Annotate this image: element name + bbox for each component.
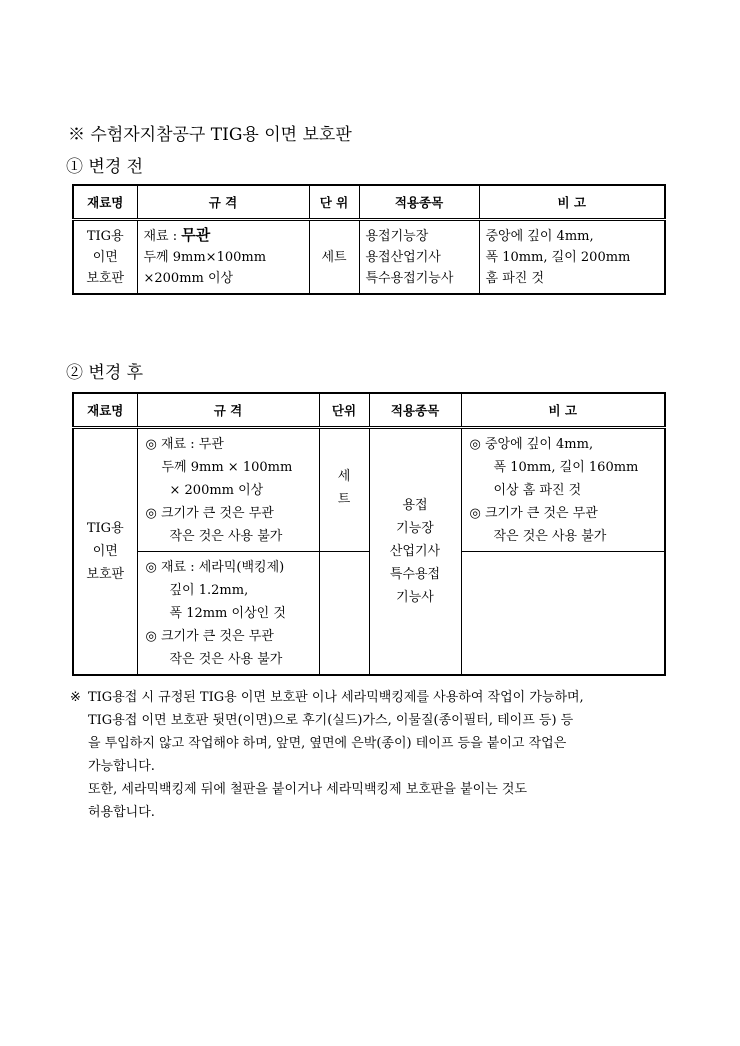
table-row bbox=[73, 428, 665, 552]
item-line: 특수용접기능사 bbox=[365, 270, 454, 286]
header-remarks: 비 고 bbox=[479, 185, 665, 220]
unit-cell: 세트 bbox=[309, 220, 359, 295]
after-table bbox=[72, 392, 666, 676]
spec-line: ◎ 재료 : 무관 bbox=[145, 437, 224, 452]
spec-line: ◎ 재료 : 세라믹(백킹제) bbox=[145, 560, 285, 575]
header-unit: 단 위 bbox=[309, 185, 359, 220]
note-line: 을 투입하지 않고 작업해야 하며, 앞면, 옆면에 은박(종이) 테이프 등을 붙이고 작업은 bbox=[88, 736, 567, 751]
remark-line: 폭 10mm, 길이 200mm bbox=[485, 249, 631, 265]
spec-line: 두께 9mm × 100mm bbox=[161, 460, 293, 475]
header-spec: 규 격 bbox=[137, 185, 309, 220]
header-spec: 규 격 bbox=[137, 393, 319, 428]
header-applicable-items: 적용종목 bbox=[369, 393, 461, 428]
name-line: 보호판 bbox=[86, 270, 125, 286]
notes-section bbox=[70, 686, 670, 824]
table-row bbox=[73, 220, 665, 295]
name-line: 이면 bbox=[92, 544, 118, 559]
spec-material: 무관 bbox=[181, 226, 211, 244]
header-material-name: 재료명 bbox=[73, 185, 137, 220]
name-line: TIG용 bbox=[86, 521, 124, 536]
note-line: TIG용접 이면 보호판 뒷면(이면)으로 후기(실드)가스, 이물질(종이필터, 테이프 등) 등 bbox=[88, 713, 574, 728]
remark-line: 작은 것은 사용 불가 bbox=[493, 529, 607, 544]
spec-line: ◎ 크기가 큰 것은 무관 bbox=[145, 506, 274, 521]
material-name-cell bbox=[73, 220, 137, 295]
note-line: 또한, 세라믹백킹제 뒤에 철판을 붙이거나 세라믹백킹제 보호판을 붙이는 것도 bbox=[88, 782, 528, 797]
spec-line: 깊이 1.2mm, bbox=[169, 583, 249, 598]
spec-material-line bbox=[144, 225, 303, 247]
note-line bbox=[70, 686, 670, 709]
unit-line: 세 bbox=[337, 469, 351, 484]
unit-line: 트 bbox=[337, 492, 351, 507]
item-line: 기능사 bbox=[396, 590, 434, 605]
header-remarks: 비 고 bbox=[461, 393, 665, 428]
name-line: 이면 bbox=[92, 249, 118, 265]
header-material-name: 재료명 bbox=[73, 393, 137, 428]
material-name-cell bbox=[73, 428, 137, 676]
spec-line: ×200mm 이상 bbox=[143, 271, 234, 286]
note-text: TIG용접 시 규정된 TIG용 이면 보호판 이나 세라믹백킹제를 사용하여 작업이 가능하며, bbox=[88, 690, 584, 705]
item-line: 기능장 bbox=[396, 521, 434, 536]
spec-cell bbox=[137, 220, 309, 295]
remarks-cell bbox=[461, 428, 665, 552]
remarks-cell bbox=[479, 220, 665, 295]
remark-line: 폭 10mm, 길이 160mm bbox=[493, 460, 639, 475]
unit-cell bbox=[319, 428, 369, 552]
header-row bbox=[73, 185, 665, 220]
spec-prefix: 재료 : bbox=[143, 229, 182, 244]
page-title: ※ 수험자지참공구 TIG용 이면 보호판 bbox=[68, 125, 352, 145]
header-applicable-items: 적용종목 bbox=[359, 185, 479, 220]
note-line: 가능합니다. bbox=[88, 759, 155, 774]
remark-line: ◎ 중앙에 깊이 4mm, bbox=[469, 437, 594, 452]
before-heading: ① 변경 전 bbox=[66, 157, 144, 177]
header-row bbox=[73, 393, 665, 428]
item-line: 산업기사 bbox=[389, 544, 441, 559]
name-line: 보호판 bbox=[86, 567, 125, 582]
remarks-cell-empty bbox=[461, 552, 665, 676]
remark-line: ◎ 크기가 큰 것은 무관 bbox=[469, 506, 598, 521]
unit-cell-empty bbox=[319, 552, 369, 676]
spec-cell-ceramic bbox=[137, 552, 319, 676]
note-line: 허용합니다. bbox=[88, 805, 155, 820]
item-line: 특수용접 bbox=[389, 567, 441, 582]
spec-line: 작은 것은 사용 불가 bbox=[169, 652, 283, 667]
spec-line: 폭 12mm 이상인 것 bbox=[169, 606, 286, 621]
after-heading: ② 변경 후 bbox=[66, 363, 144, 383]
items-cell bbox=[369, 428, 461, 676]
spec-line: 두께 9mm×100mm bbox=[143, 250, 267, 265]
note-mark: ※ bbox=[70, 690, 81, 705]
name-line: TIG용 bbox=[86, 228, 124, 244]
items-cell bbox=[359, 220, 479, 295]
item-line: 용접 bbox=[402, 498, 428, 513]
header-unit: 단위 bbox=[319, 393, 369, 428]
spec-line: ◎ 크기가 큰 것은 무관 bbox=[145, 629, 274, 644]
item-line: 용접기능장 bbox=[365, 228, 429, 244]
spec-cell-metal bbox=[137, 428, 319, 552]
item-line: 용접산업기사 bbox=[365, 249, 441, 265]
spec-line: 작은 것은 사용 불가 bbox=[169, 529, 283, 544]
remark-line: 중앙에 깊이 4mm, bbox=[485, 228, 594, 244]
spec-line: × 200mm 이상 bbox=[169, 483, 264, 498]
before-table bbox=[72, 184, 666, 295]
remark-line: 홈 파진 것 bbox=[485, 270, 544, 286]
remark-line: 이상 홈 파진 것 bbox=[493, 483, 582, 498]
